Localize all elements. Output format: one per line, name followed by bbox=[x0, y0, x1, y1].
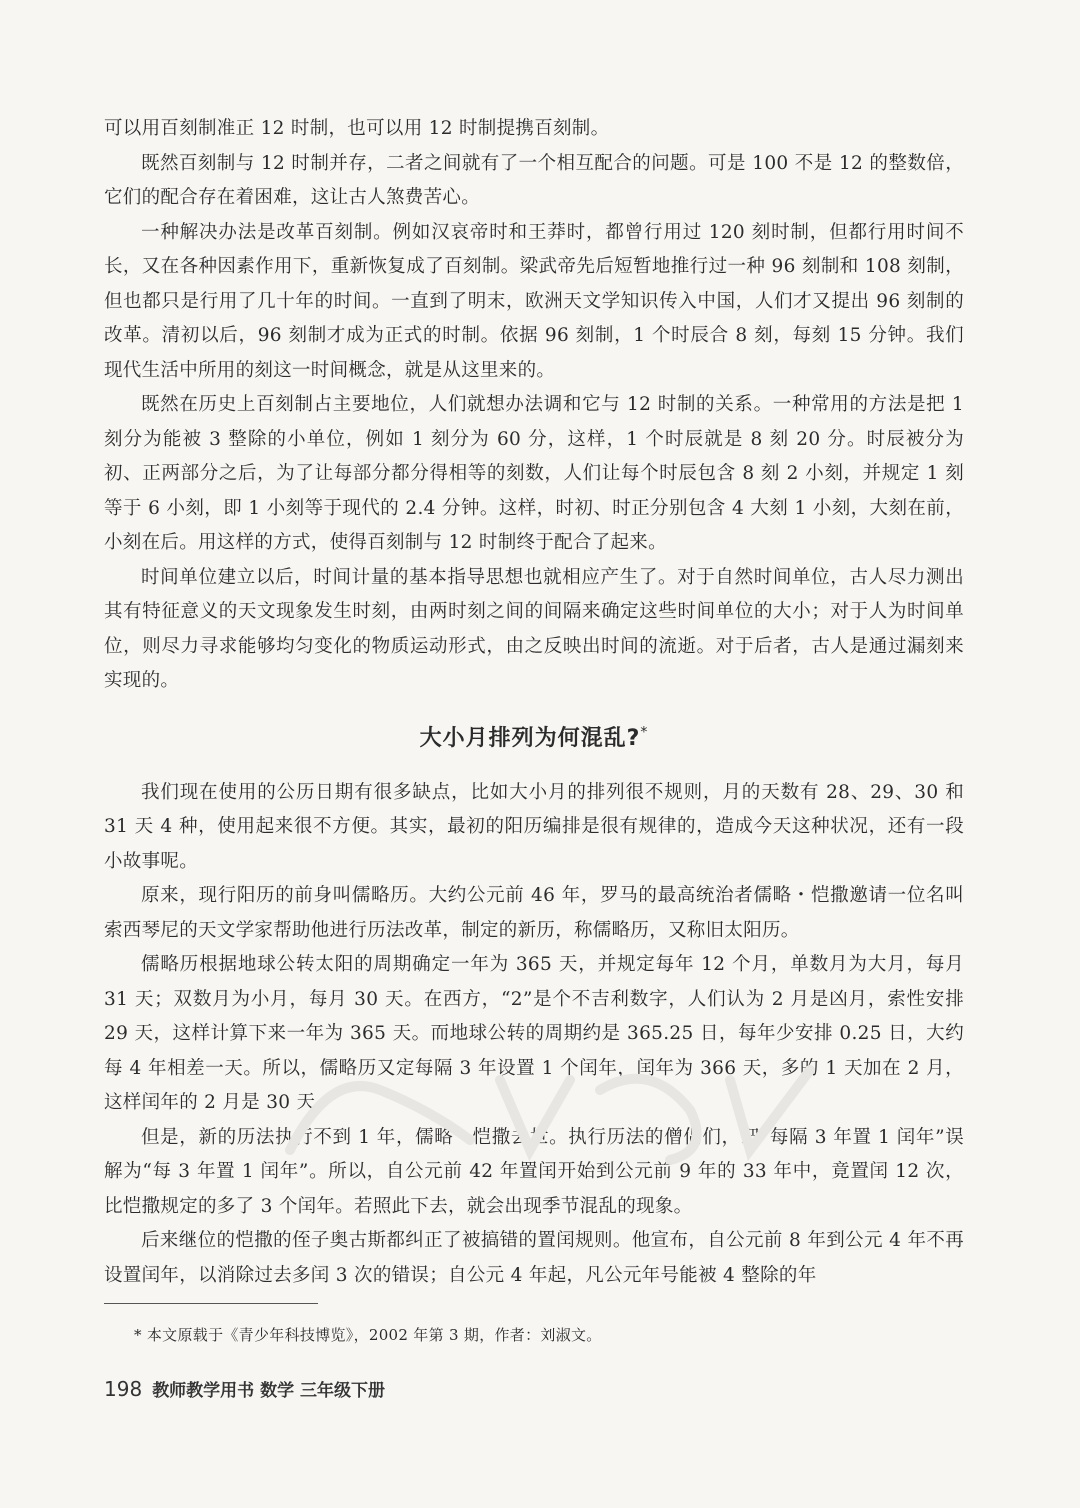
paragraph: 儒略历根据地球公转太阳的周期确定一年为 365 天，并规定每年 12 个月，单数月为大月，每月 31 天；双数月为小月，每月 30 天。在西方，“2”是个不吉利数字，人们认为 2 月是凶月，索性安排 29 天，这样计算下来一年为 365 天。而地球公转的周期约是 365.25 日，每年少安排 0.25 日，大约每 4 年相差一天。所以，儒略历又定每隔 3 年设置 1 个闰年，闰年为 366 天，多的 1 天加在 2 月，这样闰年的 2 月是 30 天。 bbox=[104, 954, 964, 1113]
paragraph: 原来，现行阳历的前身叫儒略历。大约公元前 46 年，罗马的最高统治者儒略・恺撒邀请一位名叫索西琴尼的天文学家帮助他进行历法改革，制定的新历，称儒略历，又称旧太阳历。 bbox=[104, 885, 964, 941]
paragraph: 一种解决办法是改革百刻制。例如汉哀帝时和王莽时，都曾行用过 120 刻时制，但都行用时间不长，又在各种因素作用下，重新恢复成了百刻制。梁武帝先后短暂地推行过一种 96 刻制和 108 刻制，但也都只是行用了几十年的时间。一直到了明末，欧洲天文学知识传入中国，人们才又提出 96 刻制的改革。清初以后，96 刻制才成为正式的时制。依据 96 刻制，1 个时辰合 8 刻，每刻 15 分钟。我们现代生活中所用的刻这一时间概念，就是从这里来的。 bbox=[104, 221, 964, 381]
footnote-marker: * bbox=[640, 724, 649, 741]
paragraph: 既然在历史上百刻制占主要地位，人们就想办法调和它与 12 时制的关系。一种常用的方法是把 1 刻分为能被 3 整除的小单位，例如 1 刻分为 60 分，这样，1 个时辰就是 8 刻 20 分。时辰被分为初、正两部分之后，为了让每部分都分得相等的刻数，人们让每个时辰包含 8 刻 2 小刻，并规定 1 刻等于 6 小刻，即 1 小刻等于现代的 2.4 分钟。这样，时初、时正分别包含 4 大刻 1 小刻，大刻在前，小刻在后。用这样的方式，使得百刻制与 12 时制终于配合了起来。 bbox=[104, 394, 964, 553]
paragraph: 但是，新的历法执行不到 1 年，儒略・恺撒去世。执行历法的僧侣们，把“每隔 3 年置 1 闰年”误解为“每 3 年置 1 闰年”。所以，自公元前 42 年置闰开始到公元前 9 年的 33 年中，竟置闰 12 次，比恺撒规定的多了 3 个闰年。若照此下去，就会出现季节混乱的现象。 bbox=[104, 1126, 964, 1217]
page-body bbox=[104, 112, 964, 1293]
page-footer bbox=[104, 1376, 385, 1401]
footnote: * 本文原载于《青少年科技博览》，2002 年第 3 期，作者：刘淑文。 bbox=[134, 1326, 602, 1344]
book-title: 教师教学用书 数学 三年级下册 bbox=[152, 1381, 386, 1401]
paragraph: 时间单位建立以后，时间计量的基本指导思想也就相应产生了。对于自然时间单位，古人尽力测出其有特征意义的天文现象发生时刻，由两时刻之间的间隔来确定这些时间单位的大小；对于人为时间单位，则尽力寻求能够均匀变化的物质运动形式，由之反映出时间的流逝。对于后者，古人是通过漏刻来实现的。 bbox=[104, 566, 964, 691]
paragraph: 既然百刻制与 12 时制并存，二者之间就有了一个相互配合的问题。可是 100 不是 12 的整数倍，它们的配合存在着困难，这让古人煞费苦心。 bbox=[104, 152, 964, 208]
page-number: 198 bbox=[104, 1377, 143, 1401]
paragraph: 我们现在使用的公历日期有很多缺点，比如大小月的排列很不规则，月的天数有 28、29、30 和 31 天 4 种，使用起来很不方便。其实，最初的阳历编排是很有规律的，造成今天这种状况，还有一段小故事呢。 bbox=[104, 781, 964, 872]
paragraph: 可以用百刻制准正 12 时制，也可以用 12 时制提携百刻制。 bbox=[104, 118, 610, 139]
section-title bbox=[104, 721, 964, 752]
paragraph: 后来继位的恺撒的侄子奥古斯都纠正了被搞错的置闰规则。他宣布，自公元前 8 年到公元 4 年不再设置闰年，以消除过去多闰 3 次的错误；自公元 4 年起，凡公元年号能被 4 整除的年 bbox=[104, 1230, 964, 1286]
footnote-divider bbox=[104, 1303, 318, 1304]
section-title-text: 大小月排列为何混乱? bbox=[419, 725, 641, 751]
